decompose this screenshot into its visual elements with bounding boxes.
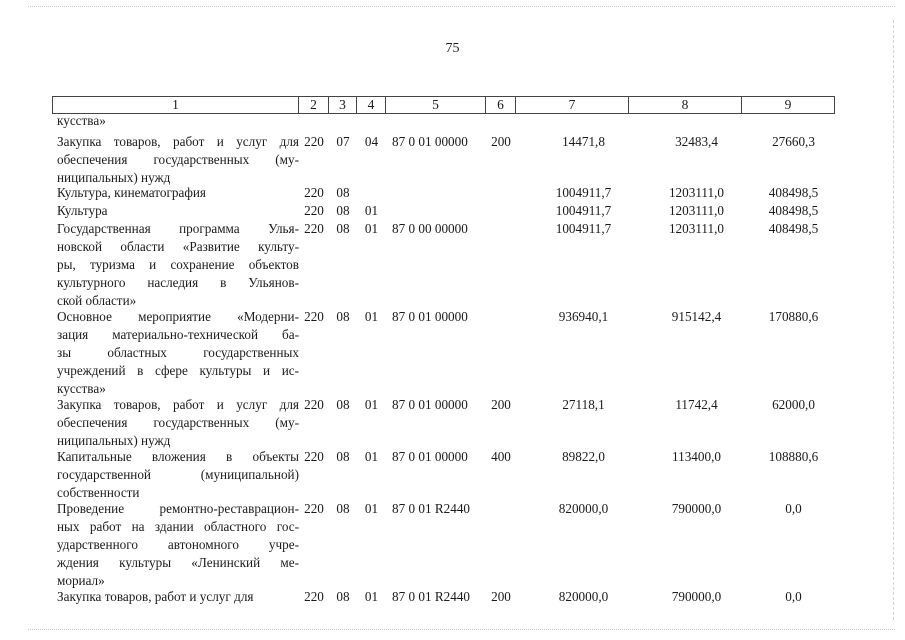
description-line: ниципальных) нужд [57, 433, 171, 448]
scan-edge-right [893, 20, 894, 620]
row-code-3: 08 [336, 501, 350, 516]
row-code-4: 01 [364, 449, 379, 464]
row-value-9: 0,0 [785, 501, 802, 516]
row-code-6: 200 [491, 589, 511, 604]
row-code-6: 400 [491, 449, 511, 464]
description-line: обеспечения государственных (му- [57, 152, 299, 167]
row-description [52, 308, 299, 398]
row-description [52, 112, 299, 130]
description-line: зы областных государственных [57, 345, 299, 360]
header-col-1: 1 [52, 96, 299, 114]
row-code-2: 220 [304, 589, 324, 604]
row-code-4: 01 [364, 309, 379, 324]
row-value-8: 790000,0 [671, 589, 722, 604]
row-code-6 [486, 202, 516, 220]
description-line: Культура [57, 203, 108, 218]
row-value-9: 408498,5 [768, 221, 819, 236]
header-col-4: 4 [357, 96, 386, 114]
row-value-7: 820000,0 [558, 589, 609, 604]
row-description [52, 184, 299, 202]
row-description [52, 588, 299, 606]
row-code-5 [386, 112, 486, 130]
table-row [52, 448, 835, 502]
row-code-5: 87 0 01 R2440 [392, 501, 471, 516]
row-value-9: 0,0 [785, 589, 802, 604]
table-row [52, 133, 835, 187]
row-code-2: 220 [304, 203, 324, 218]
description-line: учреждений в сфере культуры и ис- [57, 363, 299, 378]
table-row [52, 500, 835, 590]
table-row [52, 202, 835, 220]
table-row [52, 588, 835, 606]
row-code-3: 08 [336, 221, 350, 236]
row-code-2: 220 [304, 501, 324, 516]
header-col-9: 9 [742, 96, 835, 114]
description-line: ниципальных) нужд [57, 170, 171, 185]
description-line: ных работ на здании областного гос- [57, 519, 299, 534]
row-value-9: 62000,0 [772, 397, 815, 412]
row-value-8: 915142,4 [671, 309, 722, 324]
row-code-3: 07 [336, 134, 350, 149]
row-value-9: 408498,5 [768, 185, 819, 200]
description-line: кусства» [57, 381, 106, 396]
description-line: Культура, кинематография [57, 185, 206, 200]
row-value-7: 820000,0 [558, 501, 609, 516]
row-code-3: 08 [336, 309, 350, 324]
description-line: ры, туризма и сохранение объектов [57, 257, 299, 272]
row-code-6 [486, 184, 516, 202]
row-code-2: 220 [304, 449, 324, 464]
row-code-5 [386, 184, 486, 202]
description-line: ской области» [57, 293, 137, 308]
row-value-9: 108880,6 [768, 449, 819, 464]
table-row [52, 220, 835, 310]
row-code-4: 01 [364, 203, 379, 218]
row-code-6 [486, 220, 516, 310]
description-line: ждения культуры «Ленинский ме- [57, 555, 299, 570]
row-value-9 [742, 112, 835, 130]
row-code-4: 01 [364, 589, 379, 604]
table-row [52, 308, 835, 398]
row-code-2: 220 [304, 185, 324, 200]
row-description [52, 220, 299, 310]
row-description [52, 133, 299, 187]
row-code-6 [486, 112, 516, 130]
row-code-5: 87 0 01 00000 [392, 449, 468, 464]
row-value-8: 1203111,0 [668, 221, 725, 236]
row-value-8: 790000,0 [671, 501, 722, 516]
row-value-7: 89822,0 [562, 449, 605, 464]
row-value-7: 1004911,7 [555, 203, 612, 218]
description-line: Проведение ремонтно-реставрацион- [57, 501, 299, 516]
row-code-4: 01 [364, 221, 379, 236]
row-description [52, 396, 299, 450]
row-code-6: 200 [491, 397, 511, 412]
row-value-7: 14471,8 [562, 134, 605, 149]
row-description [52, 202, 299, 220]
header-col-8: 8 [629, 96, 742, 114]
description-line: зация материально-технической ба- [57, 327, 299, 342]
row-code-5: 87 0 01 00000 [392, 397, 468, 412]
header-col-6: 6 [486, 96, 516, 114]
row-value-8: 11742,4 [675, 397, 718, 412]
row-code-5: 87 0 00 00000 [392, 221, 468, 236]
table-row [52, 184, 835, 202]
row-value-8: 113400,0 [672, 449, 721, 464]
description-line: обеспечения государственных (му- [57, 415, 299, 430]
scan-edge-bottom [28, 629, 895, 630]
row-code-5: 87 0 01 00000 [392, 134, 468, 149]
row-code-3: 08 [336, 397, 350, 412]
description-line: Закупка товаров, работ и услуг для [57, 134, 299, 149]
row-value-8 [629, 112, 742, 130]
description-line: новской области «Развитие культу- [57, 239, 299, 254]
row-code-3: 08 [336, 589, 350, 604]
header-col-5: 5 [386, 96, 486, 114]
description-line: культурного наследия в Ульянов- [57, 275, 299, 290]
row-description [52, 448, 299, 502]
description-line: собственности [57, 485, 140, 500]
description-line: Основное мероприятие «Модерни- [57, 309, 299, 324]
row-value-7: 27118,1 [562, 397, 605, 412]
row-value-8: 1203111,0 [668, 185, 725, 200]
row-code-2: 220 [304, 397, 324, 412]
row-value-7: 1004911,7 [555, 221, 612, 236]
page-number: 75 [445, 41, 460, 56]
row-code-5: 87 0 01 00000 [392, 309, 468, 324]
header-col-3: 3 [329, 96, 357, 114]
table-row [52, 112, 835, 130]
row-code-5 [386, 202, 486, 220]
row-value-7 [516, 112, 629, 130]
header-col-7: 7 [516, 96, 629, 114]
description-line: ударственного автономного учре- [57, 537, 299, 552]
row-description [52, 500, 299, 590]
row-code-4 [357, 112, 386, 130]
row-code-6: 200 [491, 134, 511, 149]
row-code-2: 220 [304, 134, 324, 149]
row-code-4 [357, 184, 386, 202]
row-value-7: 1004911,7 [555, 185, 612, 200]
row-value-7: 936940,1 [558, 309, 609, 324]
row-code-2: 220 [304, 221, 324, 236]
description-line: кусства» [57, 113, 106, 128]
scan-edge-top [28, 6, 895, 7]
row-code-4: 04 [364, 134, 379, 149]
row-code-6 [486, 500, 516, 590]
description-line: Государственная программа Улья- [57, 221, 299, 236]
row-code-4: 01 [364, 397, 379, 412]
row-code-3 [329, 112, 357, 130]
row-value-9: 170880,6 [768, 309, 819, 324]
description-line: государственной (муниципальной) [57, 467, 299, 482]
row-value-8: 32483,4 [675, 134, 718, 149]
row-value-8: 1203111,0 [668, 203, 725, 218]
table-row [52, 396, 835, 450]
row-code-2: 220 [304, 309, 324, 324]
description-line: Капитальные вложения в объекты [57, 449, 299, 464]
description-line: Закупка товаров, работ и услуг для [57, 397, 299, 412]
description-line: Закупка товаров, работ и услуг для [57, 589, 254, 604]
row-code-2 [299, 112, 329, 130]
row-code-3: 08 [336, 203, 350, 218]
row-code-3: 08 [336, 449, 350, 464]
row-code-3: 08 [336, 185, 350, 200]
row-code-4: 01 [364, 501, 379, 516]
header-col-2: 2 [299, 96, 329, 114]
row-value-9: 27660,3 [772, 134, 815, 149]
description-line: мориал» [57, 573, 105, 588]
row-value-9: 408498,5 [768, 203, 819, 218]
row-code-5: 87 0 01 R2440 [392, 589, 471, 604]
row-code-6 [486, 308, 516, 398]
